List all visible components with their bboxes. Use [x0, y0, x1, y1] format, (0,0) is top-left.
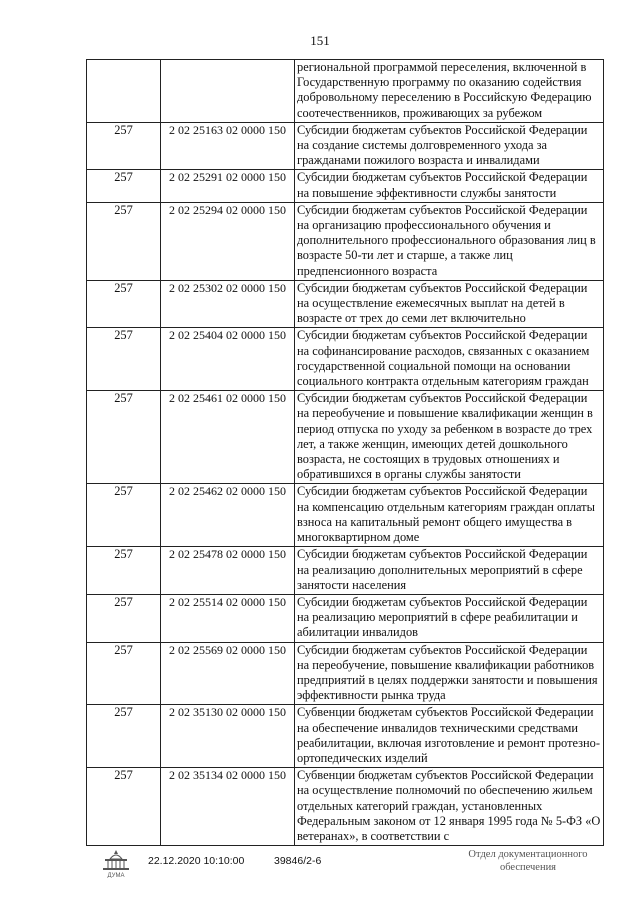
table-row: [87, 170, 604, 202]
admin-code-cell: 257: [87, 484, 161, 547]
income-name-cell: Субсидии бюджетам субъектов Российской Федерации на повышение эффективности службы занятости: [295, 170, 604, 202]
budget-code-cell: 2 02 35134 02 0000 150: [161, 768, 295, 846]
table-row: [87, 122, 604, 170]
income-name-cell: региональной программой переселения, включенной в Государственную программу по оказанию содействия добровольному переселению в Российскую Федерацию соотечественников, проживающих за рубежом: [295, 60, 604, 123]
table-row: [87, 280, 604, 328]
logo-text: ДУМА: [107, 873, 125, 878]
duma-building-icon: [100, 848, 132, 878]
budget-code-cell: 2 02 25569 02 0000 150: [161, 642, 295, 705]
budget-code-cell: 2 02 25291 02 0000 150: [161, 170, 295, 202]
admin-code-cell: 257: [87, 202, 161, 280]
budget-code-cell: 2 02 25302 02 0000 150: [161, 280, 295, 328]
admin-code-cell: 257: [87, 547, 161, 595]
income-name-cell: Субвенции бюджетам субъектов Российской Федерации на обеспечение инвалидов техническими средствами реабилитации, включая изготовление и ремонт протезно-ортопедических изделий: [295, 705, 604, 768]
footer: [0, 848, 640, 898]
table-row: [87, 484, 604, 547]
admin-code-cell: 257: [87, 768, 161, 846]
budget-code-cell: 2 02 25163 02 0000 150: [161, 122, 295, 170]
table-row: [87, 547, 604, 595]
admin-code-cell: 257: [87, 122, 161, 170]
income-name-cell: Субсидии бюджетам субъектов Российской Федерации на переобучение и повышение квалификации женщин в период отпуска по уходу за ребенком в возрасте до трех лет, а также женщин, имеющих детей дошкольного возраста, не состоящих в трудовых отношениях и обратившихся в органы службы занятости: [295, 391, 604, 484]
income-name-cell: Субсидии бюджетам субъектов Российской Федерации на организацию профессионального обучения и дополнительного профессионального образования лиц в возрасте 50-ти лет и старше, а также лиц предпенсионного возраста: [295, 202, 604, 280]
admin-code-cell: [87, 60, 161, 123]
income-name-cell: Субсидии бюджетам субъектов Российской Федерации на создание системы долговременного ухода за гражданами пожилого возраста и инвалидами: [295, 122, 604, 170]
table-row: [87, 642, 604, 705]
page-number: 151: [310, 33, 330, 48]
budget-classification-table: [86, 59, 604, 846]
income-name-cell: Субсидии бюджетам субъектов Российской Федерации на софинансирование расходов, связанных с оказанием государственной социальной помощи на основании социального контракта отдельным категориям граждан: [295, 328, 604, 391]
income-name-cell: Субсидии бюджетам субъектов Российской Федерации на реализацию дополнительных мероприятий в сфере занятости населения: [295, 547, 604, 595]
income-name-cell: Субсидии бюджетам субъектов Российской Федерации на переобучение, повышение квалификации работников предприятий в целях поддержки занятости и повышения эффективности рынка труда: [295, 642, 604, 705]
table-row: [87, 202, 604, 280]
income-name-cell: Субсидии бюджетам субъектов Российской Федерации на реализацию мероприятий в сфере реабилитации и абилитации инвалидов: [295, 594, 604, 642]
budget-code-cell: [161, 60, 295, 123]
admin-code-cell: 257: [87, 705, 161, 768]
document-datetime: 22.12.2020 10:10:00: [148, 855, 245, 867]
department-stamp: [448, 848, 608, 874]
admin-code-cell: 257: [87, 170, 161, 202]
table-row: [87, 594, 604, 642]
budget-code-cell: 2 02 25478 02 0000 150: [161, 547, 295, 595]
admin-code-cell: 257: [87, 594, 161, 642]
budget-code-cell: 2 02 25461 02 0000 150: [161, 391, 295, 484]
budget-code-cell: 2 02 25462 02 0000 150: [161, 484, 295, 547]
table-row: [87, 391, 604, 484]
admin-code-cell: 257: [87, 280, 161, 328]
income-name-cell: Субсидии бюджетам субъектов Российской Федерации на осуществление ежемесячных выплат на детей в возрасте от трех до семи лет включительно: [295, 280, 604, 328]
table-row: [87, 768, 604, 846]
budget-code-cell: 2 02 35130 02 0000 150: [161, 705, 295, 768]
stamp-line-2: обеспечения: [499, 862, 557, 873]
income-name-cell: Субсидии бюджетам субъектов Российской Федерации на компенсацию отдельным категориям граждан оплаты взноса на капитальный ремонт общего имущества в многоквартирном доме: [295, 484, 604, 547]
stamp-line-1: Отдел документационного: [468, 849, 588, 860]
income-name-cell: Субвенции бюджетам субъектов Российской Федерации на осуществление полномочий по обеспечению жильем отдельных категорий граждан, установленных Федеральным законом от 12 января 1995 года № 5-ФЗ «О ветеранах», в соответствии с: [295, 768, 604, 846]
table-row: [87, 60, 604, 123]
admin-code-cell: 257: [87, 391, 161, 484]
budget-code-cell: 2 02 25404 02 0000 150: [161, 328, 295, 391]
budget-code-cell: 2 02 25514 02 0000 150: [161, 594, 295, 642]
admin-code-cell: 257: [87, 642, 161, 705]
document-number: 39846/2-6: [274, 855, 322, 867]
table-row: [87, 328, 604, 391]
table-row: [87, 705, 604, 768]
budget-code-cell: 2 02 25294 02 0000 150: [161, 202, 295, 280]
admin-code-cell: 257: [87, 328, 161, 391]
